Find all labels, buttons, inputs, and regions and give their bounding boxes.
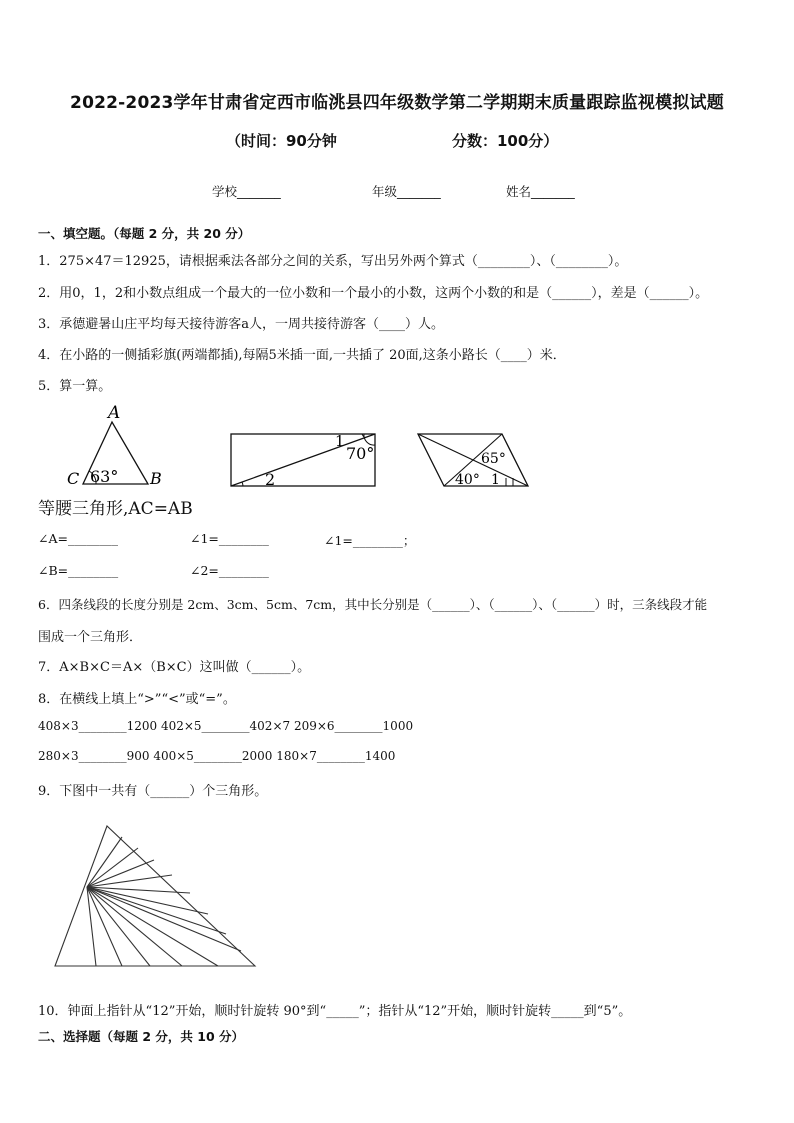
- parallelogram-figure: [418, 434, 528, 488]
- page-title: 2022-2023学年甘肃省定西市临洮县四年级数学第二学期期末质量跟踪监视模拟试题: [70, 93, 724, 113]
- isosceles-triangle: [67, 403, 162, 488]
- question-9: 9．下图中一共有（______）个三角形。: [38, 784, 268, 799]
- question-2: 2．用0，1，2和小数点组成一个最大的一位小数和一个最小的小数，这两个小数的和是（______），差是（______）。: [38, 286, 709, 301]
- name-field: 姓名_______: [506, 184, 575, 199]
- question-7: 7．A×B×C＝A×（B×C）这叫做（______）。: [38, 660, 311, 675]
- parallelogram-angle-40: 40°: [455, 472, 480, 488]
- section-heading-fill-in: 一、填空题。（每题 2 分，共 20 分）: [38, 226, 251, 241]
- rectangle-angle-1: 1: [335, 432, 345, 450]
- question-3: 3．承德避暑山庄平均每天接待游客a人，一周共接待游客（____）人。: [38, 317, 445, 332]
- grade-field: 年级_______: [372, 184, 441, 199]
- parallelogram-angle-1: 1: [491, 472, 500, 488]
- question-5-figures: [60, 402, 530, 492]
- rectangle-figure: [231, 432, 375, 489]
- q5-answer-angle-1-para: ∠1=________；: [324, 533, 416, 548]
- question-6-continued: 围成一个三角形．: [38, 630, 143, 645]
- triangle-label-b: B: [150, 469, 162, 488]
- question-5: 5．算一算。: [38, 379, 112, 394]
- rectangle-angle-70: 70°: [346, 444, 375, 463]
- question-5-caption: 等腰三角形,AC=AB: [38, 499, 193, 519]
- question-8-row-2: 280×3________900 400×5________2000 180×7________1400: [38, 749, 396, 763]
- parallelogram-angle-65: 65°: [481, 451, 506, 467]
- q5-answer-angle-b: ∠B=________: [38, 563, 119, 578]
- question-4: 4．在小路的一侧插彩旗(两端都插),每隔5米插一面,一共插了 20面,这条小路长（____）米．: [38, 348, 566, 363]
- question-8-row-1: 408×3________1200 402×5________402×7 209×6________1000: [38, 719, 414, 733]
- q5-answer-angle-a: ∠A=________: [38, 531, 118, 546]
- rectangle-angle-2: 2: [265, 470, 276, 489]
- question-8: 8．在横线上填上“>”“<”或“=”。: [38, 692, 236, 707]
- exam-time: （时间：90分钟: [226, 132, 337, 150]
- question-9-triangle-figure: [50, 820, 270, 970]
- school-field: 学校_______: [212, 184, 281, 199]
- exam-score: 分数：100分）: [452, 132, 559, 150]
- triangle-label-a: A: [108, 403, 121, 423]
- section-heading-multiple-choice: 二、选择题（每题 2 分，共 10 分）: [38, 1029, 245, 1044]
- question-10: 10．钟面上指针从“12”开始，顺时针旋转 90°到“_____”；指针从“12”开始，顺时针旋转_____到“5”。: [38, 1004, 632, 1019]
- q5-answer-angle-1-rect: ∠1=________: [190, 531, 269, 546]
- question-1: 1．275×47＝12925，请根据乘法各部分之间的关系，写出另外两个算式（________）、（________）。: [38, 254, 628, 269]
- question-6: 6．四条线段的长度分别是 2cm、3cm、5cm、7cm，其中长分别是（______）、（______）、（______）时，三条线段才能: [38, 597, 708, 612]
- triangle-angle-label: 63°: [90, 467, 119, 486]
- triangle-label-c: C: [67, 469, 80, 488]
- q5-answer-angle-2: ∠2=________: [190, 563, 269, 578]
